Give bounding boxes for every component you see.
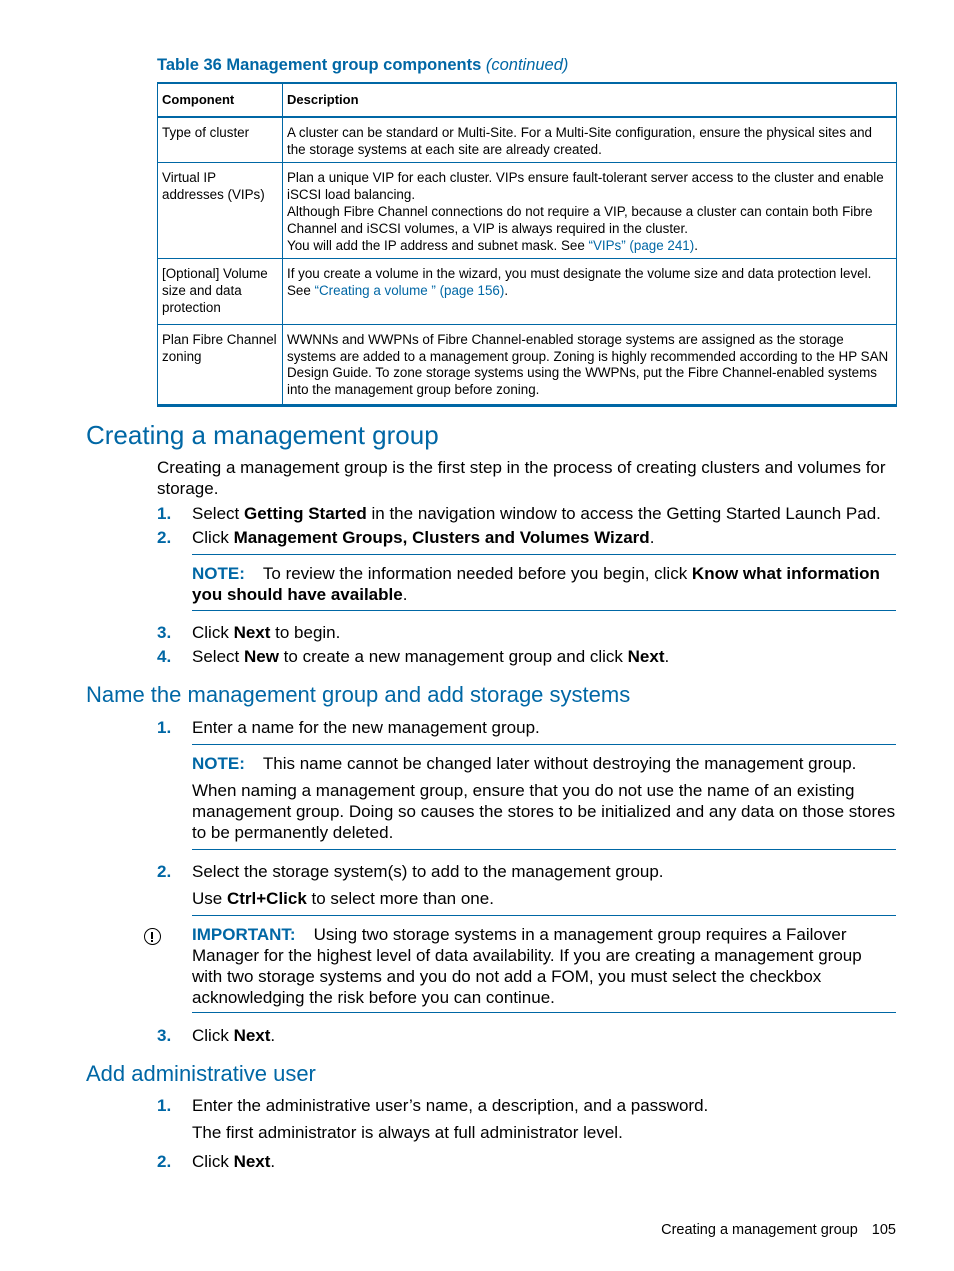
step-text: in the navigation window to access the Getting Started Launch Pad.: [366, 504, 881, 523]
vip-desc-2: Although Fibre Channel connections do not require a VIP, because a cluster can contain both Fibre Channel and iSCSI volumes, a VIP is always required in the cluster.: [287, 203, 873, 236]
step-1: [157, 503, 881, 524]
step-bold: Getting Started: [243, 504, 367, 523]
note-label: NOTE:: [192, 754, 245, 773]
step-number: 1.: [157, 718, 172, 737]
vip-desc-3: You will add the IP address and subnet mask. See: [287, 237, 589, 253]
step-2: [157, 1151, 275, 1172]
note-text: This name cannot be changed later without destroying the management group.: [262, 754, 857, 773]
important-icon: [144, 928, 161, 945]
table-row: [158, 324, 897, 405]
step-2-subtext: [192, 888, 494, 909]
note-rule-top: [192, 554, 896, 555]
table-row: [158, 259, 897, 324]
step-bold: Management Groups, Clusters and Volumes Wizard: [233, 528, 650, 547]
volume-desc-end: .: [504, 283, 509, 299]
step-text: Click: [192, 1152, 234, 1171]
vips-link[interactable]: “VIPs” (page 241): [588, 237, 695, 253]
table-header-row: [158, 83, 897, 117]
note-box: [192, 753, 896, 774]
important-rule-top: [192, 915, 896, 916]
table-caption-title: Table 36 Management group components: [157, 56, 482, 74]
step-text: Select: [192, 647, 244, 666]
step-text: .: [649, 528, 655, 547]
step-text: .: [270, 1026, 276, 1045]
cell-component: [Optional] Volume size and data protection: [158, 259, 283, 324]
page-number: 105: [871, 1222, 896, 1238]
important-text: Using two storage systems in a management group requires a Failover Manager for the highest level of data availability. If you are creating a management group with two storage systems and you do not add a FOM, you must select the checkbox acknowledging the risk before you can continue.: [192, 925, 862, 1007]
note-text: .: [402, 585, 408, 604]
step-2: [157, 527, 654, 548]
important-box: [192, 924, 896, 1008]
cell-description: WWNNs and WWPNs of Fibre Channel-enabled storage systems are assigned as the storage systems are added to a management group. Zoning is highly recommended according to the HP SAN Design Guide. To zone storage systems using the WWPNs, put the Fibre Channel-enabled systems into the management group before zoning.: [283, 324, 897, 405]
step-text: Click: [192, 528, 234, 547]
step-bold: Next: [233, 1026, 271, 1045]
step-text: Select: [192, 504, 244, 523]
footer-title: Creating a management group: [661, 1222, 858, 1238]
section-title-creating-management-group: Creating a management group: [86, 420, 439, 450]
step-bold: Next: [233, 1152, 271, 1171]
cell-component: Virtual IP addresses (VIPs): [158, 163, 283, 259]
step-bold: Next: [233, 623, 271, 642]
step-number: 3.: [157, 1026, 172, 1045]
step-1: [157, 1095, 708, 1116]
header-description: Description: [283, 83, 897, 117]
step-text: to select more than one.: [306, 889, 494, 908]
cell-description: [283, 163, 897, 259]
cell-component: Plan Fibre Channel zoning: [158, 324, 283, 405]
note-rule-bottom: [192, 849, 896, 850]
section-title-name-management-group: Name the management group and add storage systems: [86, 682, 631, 707]
step-number: 2.: [157, 862, 172, 881]
step-number: 3.: [157, 623, 172, 642]
vip-desc-end: .: [694, 237, 698, 253]
step-number: 2.: [157, 1152, 172, 1171]
header-component: Component: [158, 83, 283, 117]
note-bold: Know what information you should have available: [192, 564, 880, 604]
intro-paragraph: Creating a management group is the first step in the process of creating clusters and volumes for storage.: [157, 458, 886, 498]
cell-description: [283, 259, 897, 324]
step-text: Enter a name for the new management group.: [192, 718, 540, 737]
step-text: Click: [192, 1026, 234, 1045]
important-label: IMPORTANT:: [192, 925, 296, 944]
step-3: [157, 1025, 275, 1046]
step-2: [157, 861, 664, 882]
step-bold: New: [243, 647, 279, 666]
step-1: [157, 717, 540, 738]
components-table: [157, 82, 897, 407]
cell-component: Type of cluster: [158, 117, 283, 163]
table-row: [158, 117, 897, 163]
vip-desc-1: Plan a unique VIP for each cluster. VIPs ensure fault-tolerant server access to the cluster and enable iSCSI load balancing.: [287, 170, 884, 203]
step-text: to create a new management group and click: [278, 647, 628, 666]
step-number: 1.: [157, 504, 172, 523]
cell-description: A cluster can be standard or Multi-Site. For a Multi-Site configuration, ensure the physical sites and the storage systems at each site are already created.: [283, 117, 897, 163]
step-4: [157, 646, 669, 667]
step-text: Click: [192, 623, 234, 642]
step-3: [157, 622, 340, 643]
step-text: .: [664, 647, 670, 666]
note-box: [192, 563, 896, 605]
important-rule-bottom: [192, 1012, 896, 1013]
step-text: Enter the administrative user’s name, a description, and a password.: [192, 1096, 709, 1115]
note-label: NOTE:: [192, 564, 245, 583]
step-text: Use: [192, 889, 227, 908]
section-title-add-administrative-user: Add administrative user: [86, 1061, 316, 1086]
step-number: 2.: [157, 528, 172, 547]
table-caption: [157, 56, 568, 75]
step-text: .: [270, 1152, 276, 1171]
step-1-subtext: The first administrator is always at full administrator level.: [192, 1123, 623, 1142]
step-number: 4.: [157, 647, 172, 666]
table-caption-continued: (continued): [485, 56, 569, 74]
note-text: To review the information needed before you begin, click: [262, 564, 692, 583]
step-text: to begin.: [270, 623, 341, 642]
step-bold: Ctrl+Click: [226, 889, 307, 908]
creating-volume-link[interactable]: “Creating a volume ” (page 156): [314, 283, 505, 299]
volume-desc: If you create a volume in the wizard, you must designate the volume size and data protection level. See: [287, 266, 872, 299]
step-number: 1.: [157, 1096, 172, 1115]
step-text: Select the storage system(s) to add to the management group.: [192, 862, 664, 881]
page-footer: [661, 1222, 896, 1238]
note-rule-top: [192, 744, 896, 745]
table-row: [158, 163, 897, 259]
step-bold: Next: [627, 647, 665, 666]
note-paragraph: When naming a management group, ensure that you do not use the name of an existing management group. Doing so causes the stores to be initialized and any data on those stores to be permanently deleted.: [192, 781, 896, 842]
note-rule-bottom: [192, 610, 896, 611]
